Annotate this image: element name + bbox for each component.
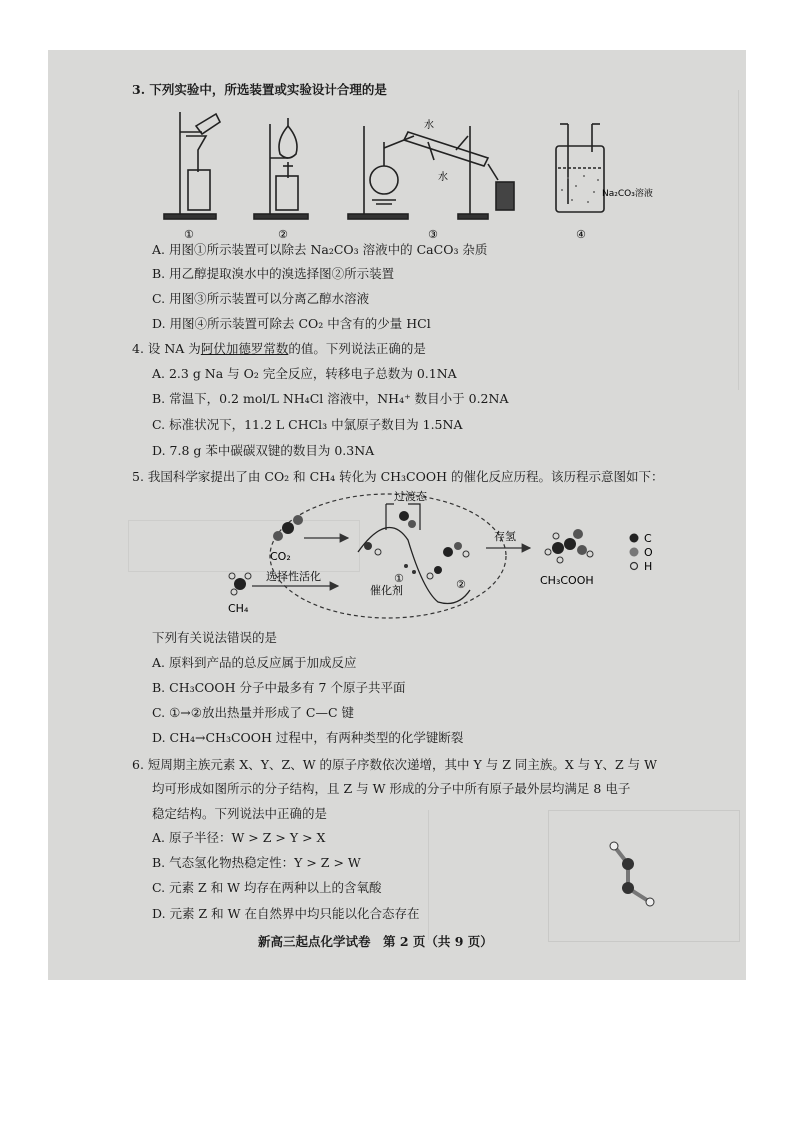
q4-option-c: C. 标准状况下，11.2 L CHCl₃ 中氯原子数目为 1.5NA: [152, 417, 463, 432]
q3-option-a: A. 用图①所示装置可以除去 Na₂CO₃ 溶液中的 CaCO₃ 杂质: [152, 242, 488, 257]
storage-label: 存氢: [494, 530, 516, 543]
q3-stem: 3. 下列实验中，所选装置或实验设计合理的是: [132, 82, 387, 97]
legend-c: C: [644, 532, 652, 545]
co2-label: CO₂: [270, 550, 291, 563]
q6-option-d: D. 元素 Z 和 W 在自然界中均只能以化合态存在: [152, 906, 420, 921]
water-label-bottom: 水: [438, 172, 448, 183]
q6-molecule-figure: [604, 840, 674, 910]
q6-stem-line2: 均可形成如图所示的分子结构，且 Z 与 W 形成的分子中所有原子最外层均满足 8 电子: [152, 781, 631, 796]
q3-option-d: D. 用图④所示装置可除去 CO₂ 中含有的少量 HCl: [152, 316, 431, 331]
activation-label: 选择性活化: [266, 570, 321, 583]
scanned-page: [48, 50, 746, 980]
q5-option-d: D. CH₄→CH₃COOH 过程中，有两种类型的化学键断裂: [152, 730, 464, 745]
fig-label-2: ②: [278, 228, 288, 241]
page-footer: 新高三起点化学试卷 第 2 页（共 9 页）: [258, 934, 493, 949]
step2-label: ②: [456, 578, 466, 591]
water-label-top: 水: [424, 120, 434, 131]
fig-label-3: ③: [428, 228, 438, 241]
q5-option-c: C. ①→②放出热量并形成了 C—C 键: [152, 705, 355, 720]
q4-stem-underlined: 阿伏加德罗常数: [200, 341, 289, 356]
fig-label-1: ①: [184, 228, 194, 241]
q5-option-b: B. CH₃COOH 分子中最多有 7 个原子共平面: [152, 680, 406, 695]
q3-apparatus-figure: [158, 106, 653, 246]
q6-stem-line1: 6. 短周期主族元素 X、Y、Z、W 的原子序数依次递增，其中 Y 与 Z 同主族。X 与 Y、Z 与 W: [132, 757, 657, 772]
legend-h: H: [644, 560, 653, 573]
q4-stem: [132, 341, 426, 357]
q6-option-c: C. 元素 Z 和 W 均存在两种以上的含氧酸: [152, 880, 382, 895]
catalyst-label: 催化剂: [370, 584, 403, 597]
legend-o: O: [644, 546, 653, 559]
q5-option-a: A. 原料到产品的总反应属于加成反应: [152, 655, 357, 670]
q3-option-b: B. 用乙醇提取溴水中的溴选择图②所示装置: [152, 266, 395, 281]
ch4-label: CH₄: [228, 602, 249, 615]
product-label: CH₃COOH: [540, 574, 594, 587]
q6-option-b: B. 气态氢化物热稳定性：Y > Z > W: [152, 855, 361, 870]
q5-stem: 5. 我国科学家提出了由 CO₂ 和 CH₄ 转化为 CH₃COOH 的催化反应历程。该历程示意图如下：: [132, 469, 664, 484]
q3-option-c: C. 用图③所示装置可以分离乙醇水溶液: [152, 291, 370, 306]
q4-stem-suffix: 的值。下列说法正确的是: [288, 341, 426, 356]
q4-option-d: D. 7.8 g 苯中碳碳双键的数目为 0.3NA: [152, 443, 375, 458]
q5-mechanism-diagram: [208, 490, 688, 620]
q4-stem-prefix: 4. 设 NA 为: [132, 341, 201, 356]
q6-option-a: A. 原子半径：W > Z > Y > X: [152, 830, 326, 845]
na2co3-label: Na₂CO₃溶液: [602, 189, 653, 199]
q4-option-b: B. 常温下，0.2 mol/L NH₄Cl 溶液中，NH₄⁺ 数目小于 0.2NA: [152, 391, 509, 406]
q5-substem: 下列有关说法错误的是: [152, 630, 278, 645]
transition-state-label: 过渡态: [394, 490, 427, 503]
step1-label: ①: [394, 572, 404, 585]
fig-label-4: ④: [576, 228, 586, 241]
q4-option-a: A. 2.3 g Na 与 O₂ 完全反应，转移电子总数为 0.1NA: [152, 366, 457, 381]
q6-stem-line3: 稳定结构。下列说法中正确的是: [152, 806, 328, 821]
